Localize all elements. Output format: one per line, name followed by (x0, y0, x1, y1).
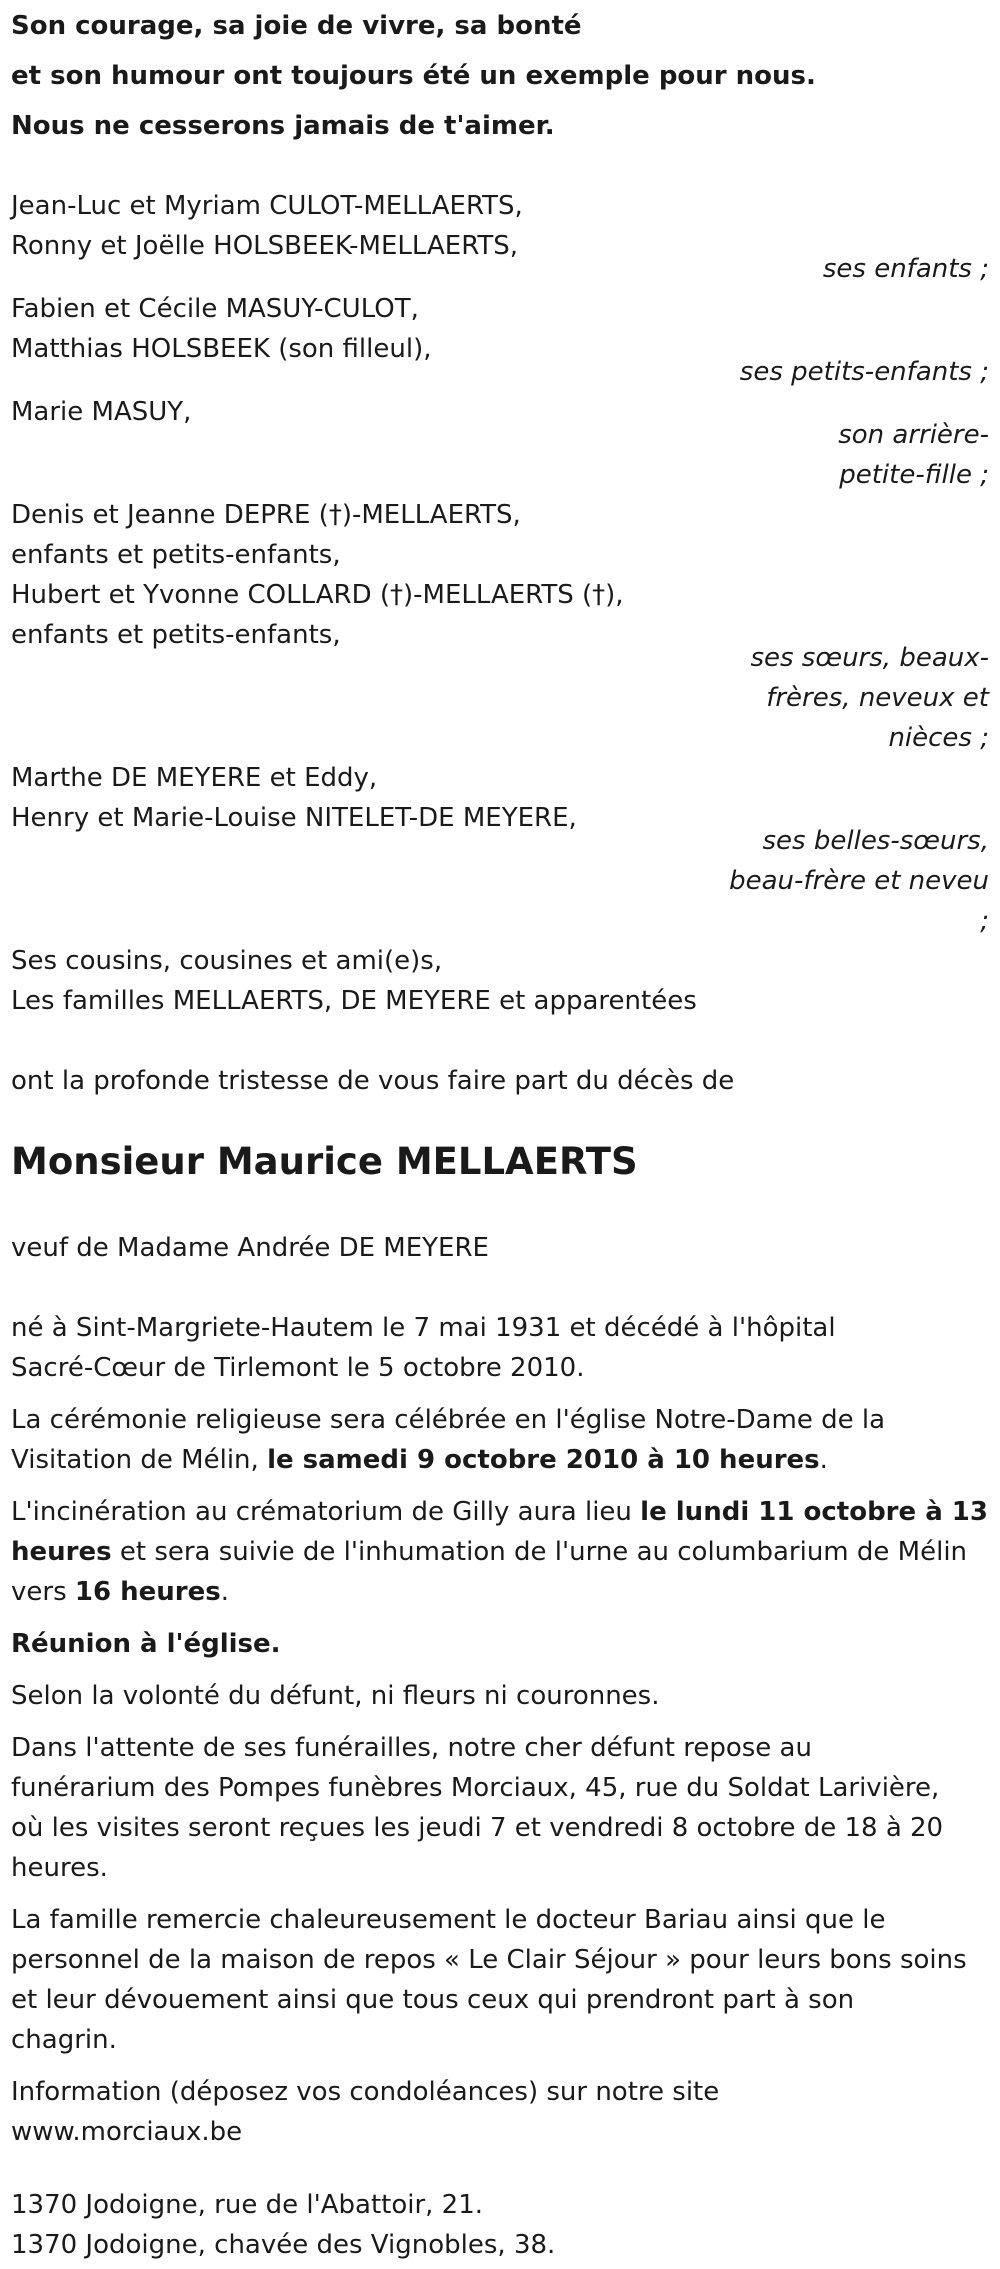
detail-line: chagrin. (11, 2025, 117, 2055)
family-name-line: Hubert et Yvonne COLLARD (†)-MELLAERTS (†), (11, 580, 624, 610)
detail-text: . (220, 1577, 229, 1607)
detail-text: . (819, 1445, 828, 1475)
family-relation: son arrière- (838, 420, 989, 450)
detail-line: La famille remercie chaleureusement le docteur Bariau ainsi que le (11, 1905, 886, 1935)
detail-line: Information (déposez vos condoléances) sur notre site (11, 2077, 720, 2107)
family-name-line: enfants et petits-enfants, (11, 620, 341, 650)
detail-line (11, 1440, 828, 1480)
detail-line: né à Sint-Margriete-Hautem le 7 mai 1931 et décédé à l'hôpital (11, 1313, 836, 1343)
cremation-date: le lundi 11 octobre à 13 (640, 1497, 988, 1527)
family-name-line: Denis et Jeanne DEPRE (†)-MELLAERTS, (11, 500, 521, 530)
detail-text: et sera suivie de l'inhumation de l'urne au columbarium de Mélin (111, 1537, 968, 1567)
epigraph-line: et son humour ont toujours été un exemple pour nous. (11, 61, 816, 91)
detail-line: où les visites seront reçues les jeudi 7 et vendredi 8 octobre de 18 à 20 (11, 1813, 944, 1843)
detail-line (11, 1572, 229, 1612)
family-relation: nièces ; (888, 723, 989, 753)
detail-text: vers (11, 1577, 75, 1607)
meeting-note: Réunion à l'église. (11, 1629, 281, 1659)
announcement-text: ont la profonde tristesse de vous faire part du décès de (11, 1066, 735, 1096)
family-name-line: Les familles MELLAERTS, DE MEYERE et apparentées (11, 986, 697, 1016)
epigraph-line: Nous ne cesserons jamais de t'aimer. (11, 111, 555, 141)
detail-line: Dans l'attente de ses funérailles, notre cher défunt repose au (11, 1733, 812, 1763)
family-relation: beau-frère et neveu (729, 866, 989, 896)
cremation-date: heures (11, 1537, 112, 1567)
detail-line: funérarium des Pompes funèbres Morciaux, 45, rue du Soldat Larivière, (11, 1773, 940, 1803)
website-link[interactable]: www.morciaux.be (11, 2117, 243, 2147)
epigraph-line: Son courage, sa joie de vivre, sa bonté (11, 11, 582, 41)
family-relation: ; (980, 906, 989, 936)
family-relation: ses belles-sœurs, (762, 826, 989, 856)
address-line: 1370 Jodoigne, rue de l'Abattoir, 21. (11, 2190, 484, 2220)
detail-line: heures. (11, 1853, 108, 1883)
family-relation: petite-fille ; (839, 460, 989, 490)
inhumation-time: 16 heures (74, 1577, 221, 1607)
family-name-line: Ses cousins, cousines et ami(e)s, (11, 946, 443, 976)
deceased-name: Monsieur Maurice MELLAERTS (11, 1140, 638, 1183)
family-name-line: Fabien et Cécile MASUY-CULOT, (11, 294, 419, 324)
family-relation: ses sœurs, beaux- (750, 643, 989, 673)
detail-text: L'incinération au crématorium de Gilly aura lieu (11, 1497, 641, 1527)
address-line: 1370 Jodoigne, chavée des Vignobles, 38. (11, 2230, 556, 2260)
family-relation: ses enfants ; (822, 254, 989, 284)
family-name-line: Marthe DE MEYERE et Eddy, (11, 763, 378, 793)
family-name-line: Henry et Marie-Louise NITELET-DE MEYERE, (11, 803, 577, 833)
detail-line (11, 1532, 967, 1572)
family-name-line: Marie MASUY, (11, 397, 192, 427)
no-flowers-note: Selon la volonté du défunt, ni fleurs ni couronnes. (11, 1681, 660, 1711)
family-relation: frères, neveux et (766, 683, 989, 713)
detail-line: et leur dévouement ainsi que tous ceux qui prendront part à son (11, 1985, 855, 2015)
family-name-line: Ronny et Joëlle HOLSBEEK-MELLAERTS, (11, 231, 519, 261)
family-name-line: Matthias HOLSBEEK (son filleul), (11, 334, 432, 364)
detail-line (11, 1492, 988, 1532)
family-relation: ses petits-enfants ; (739, 357, 989, 387)
family-name-line: Jean-Luc et Myriam CULOT-MELLAERTS, (11, 191, 523, 221)
detail-line: personnel de la maison de repos « Le Clair Séjour » pour leurs bons soins (11, 1945, 967, 1975)
widower-of: veuf de Madame Andrée DE MEYERE (11, 1233, 489, 1263)
detail-line: La cérémonie religieuse sera célébrée en l'église Notre-Dame de la (11, 1405, 886, 1435)
detail-line: Sacré-Cœur de Tirlemont le 5 octobre 2010. (11, 1353, 585, 1383)
ceremony-date: le samedi 9 octobre 2010 à 10 heures (267, 1445, 820, 1475)
family-name-line: enfants et petits-enfants, (11, 540, 341, 570)
detail-text: Visitation de Mélin, (11, 1445, 268, 1475)
